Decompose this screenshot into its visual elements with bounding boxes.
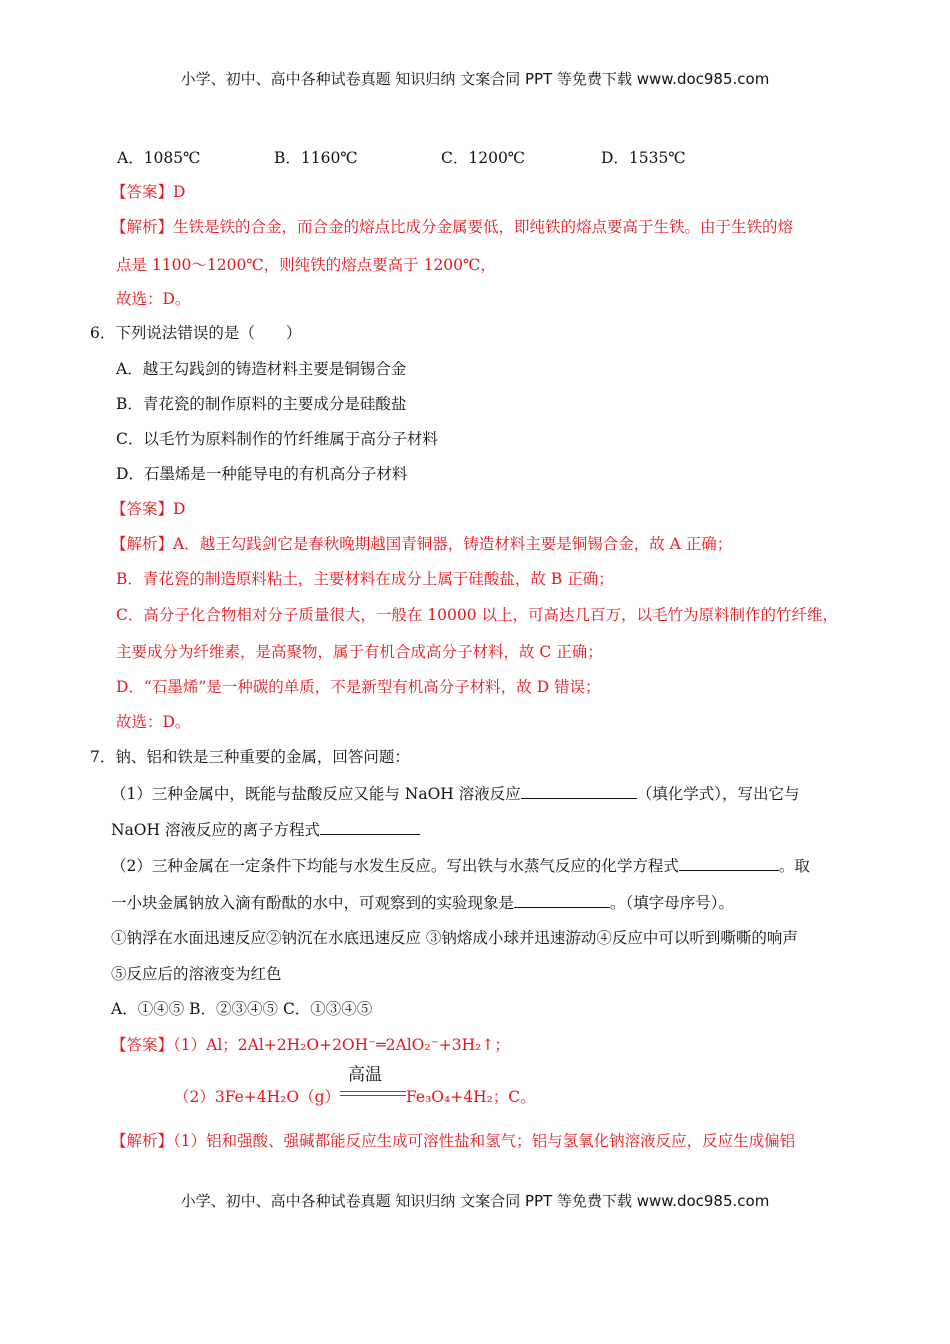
q5-option-a: A．1085℃ xyxy=(117,149,201,167)
q7-part2-line-2 xyxy=(111,891,734,914)
q7-part2-text-c: 一小块金属钠放入滴有酚酞的水中，可观察到的实验现象是 xyxy=(111,894,515,912)
q5-analysis-line-2: 点是 1100～1200℃，则纯铁的熔点要高于 1200℃， xyxy=(116,256,496,274)
q7-part2-text-b: 。取 xyxy=(778,857,810,875)
q7-answer-line-1 xyxy=(111,1034,510,1056)
q5-option-b: B．1160℃ xyxy=(274,149,358,167)
q5-choose: 故选：D。 xyxy=(116,290,191,308)
q6-analysis-line-2: B．青花瓷的制造原料粘土，主要材料在成分上属于硅酸盐，故 B 正确； xyxy=(116,570,614,588)
analysis-text: （1）铝和强酸、强碱都能反应生成可溶性盐和氢气；铝与氢氧化钠溶液反应，反应生成偏铝 xyxy=(173,1132,796,1150)
analysis-tag: 【解析】 xyxy=(111,535,174,553)
answer-tag: 【答案】 xyxy=(111,500,174,518)
answer-tag: 【答案】 xyxy=(111,183,174,201)
q6-option-a: A．越王勾践剑的铸造材料主要是铜锡合金 xyxy=(116,360,407,378)
page-header: 小学、初中、高中各种试卷真题 知识归纳 文案合同 PPT 等免费下载 www.doc985.com xyxy=(180,70,770,88)
q6-answer xyxy=(111,498,185,520)
analysis-text: A．越王勾践剑它是春秋晚期越国青铜器，铸造材料主要是铜锡合金，故 A 正确； xyxy=(173,535,733,553)
q7-part2-text-d: 。（填字母序号）。 xyxy=(610,894,735,912)
analysis-tag: 【解析】 xyxy=(111,218,174,236)
q5-option-c: C．1200℃ xyxy=(441,149,526,167)
q7-observation-line-2: ⑤反应后的溶液变为红色 xyxy=(111,965,282,983)
analysis-tag: 【解析】 xyxy=(111,1132,174,1150)
q7-part2-line-1 xyxy=(111,854,810,877)
answer-part-2-products: Fe₃O₄+4H₂；C。 xyxy=(406,1088,536,1106)
q7-choices: A．①④⑤ B．②③④⑤ C．①③④⑤ xyxy=(111,1000,373,1018)
q7-observation-line-1: ①钠浮在水面迅速反应②钠沉在水底迅速反应 ③钠熔成小球并迅速游动④反应中可以听到嘶嘶的响声 xyxy=(111,929,798,947)
answer-blank[interactable] xyxy=(679,854,779,871)
q6-analysis-line-5: D．“石墨烯”是一种碳的单质，不是新型有机高分子材料，故 D 错误； xyxy=(116,678,601,696)
q7-part1-text-c: NaOH 溶液反应的离子方程式 xyxy=(111,821,320,839)
q7-part1-text-b: （填化学式），写出它与 xyxy=(636,785,800,803)
answer-blank[interactable] xyxy=(521,782,637,799)
answer-blank[interactable] xyxy=(320,818,420,835)
q7-part1-line-1 xyxy=(111,782,800,805)
q7-answer-line-2 xyxy=(174,1065,536,1108)
double-line-bottom xyxy=(340,1095,406,1096)
q6-analysis-line-3: C．高分子化合物相对分子质量很大，一般在 10000 以上，可高达几百万，以毛竹为原料制作的竹纤维， xyxy=(116,606,839,624)
q6-analysis-line-1 xyxy=(111,533,732,555)
page-footer: 小学、初中、高中各种试卷真题 知识归纳 文案合同 PPT 等免费下载 www.doc985.com xyxy=(180,1192,770,1210)
q6-stem: 6．下列说法错误的是（ ） xyxy=(90,324,302,342)
analysis-text: 生铁是铁的合金，而合金的熔点比成分金属要低，即纯铁的熔点要高于生铁。由于生铁的熔 xyxy=(173,218,794,236)
q7-part1-text-a: （1）三种金属中，既能与盐酸反应又能与 NaOH 溶液反应 xyxy=(111,785,521,803)
q7-stem: 7．钠、铝和铁是三种重要的金属，回答问题： xyxy=(90,748,410,766)
q6-option-b: B．青花瓷的制作原料的主要成分是硅酸盐 xyxy=(116,395,407,413)
q6-option-c: C．以毛竹为原料制作的竹纤维属于高分子材料 xyxy=(116,430,438,448)
answer-tag: 【答案】 xyxy=(111,1036,174,1054)
q5-analysis-line-1 xyxy=(111,216,793,238)
answer-value: D xyxy=(173,500,186,518)
q6-option-d: D．石墨烯是一种能导电的有机高分子材料 xyxy=(116,465,408,483)
reaction-arrow xyxy=(340,1065,406,1102)
q6-choose: 故选：D。 xyxy=(116,713,191,731)
q7-analysis-line-1 xyxy=(111,1130,795,1152)
reaction-condition: 高温 xyxy=(348,1065,383,1085)
answer-part-1: （1）Al；2Al+2H₂O+2OH⁻═2AlO₂⁻+3H₂↑； xyxy=(173,1036,510,1054)
q7-part1-line-2 xyxy=(111,818,420,841)
double-line-top xyxy=(340,1091,406,1092)
q5-option-d: D．1535℃ xyxy=(601,149,686,167)
answer-value: D xyxy=(173,183,186,201)
q5-answer xyxy=(111,181,185,203)
q7-part2-text-a: （2）三种金属在一定条件下均能与水发生反应。写出铁与水蒸气反应的化学方程式 xyxy=(111,857,679,875)
q6-analysis-line-4: 主要成分为纤维素，是高聚物，属于有机合成高分子材料，故 C 正确； xyxy=(116,643,603,661)
answer-part-2-reactants: （2）3Fe+4H₂O（g） xyxy=(174,1088,341,1106)
answer-blank[interactable] xyxy=(514,891,610,908)
